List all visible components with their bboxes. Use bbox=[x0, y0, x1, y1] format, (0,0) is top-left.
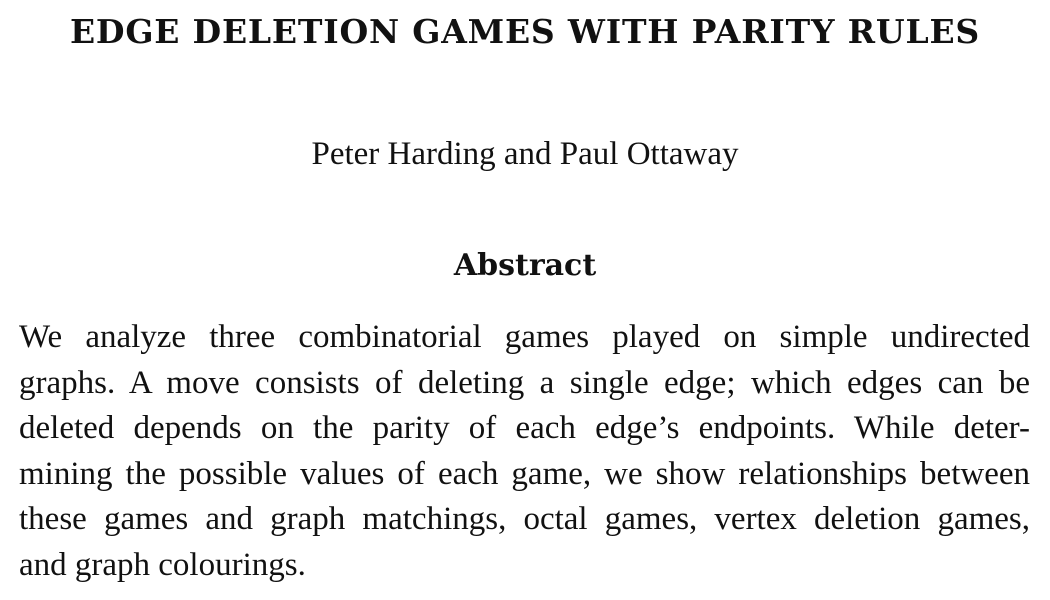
abstract-line: graphs. A move consists of deleting a single edge; which edges can be bbox=[19, 364, 1030, 401]
abstract-line: deleted depends on the parity of each edge’s endpoints. While deter- bbox=[19, 410, 1030, 446]
abstract-body bbox=[19, 315, 1030, 588]
abstract-heading: Abstract bbox=[453, 248, 597, 283]
abstract-line: and graph colourings. bbox=[19, 546, 306, 583]
abstract-line: these games and graph matchings, octal games, vertex deletion games, bbox=[19, 501, 1030, 537]
abstract-line: mining the possible values of each game, we show relationships between bbox=[19, 455, 1030, 492]
paper-authors: Peter Harding and Paul Ottaway bbox=[311, 136, 739, 172]
abstract-line: We analyze three combinatorial games played on simple undirected bbox=[19, 319, 1030, 355]
paper-title: EDGE DELETION GAMES WITH PARITY RULES bbox=[69, 12, 981, 51]
